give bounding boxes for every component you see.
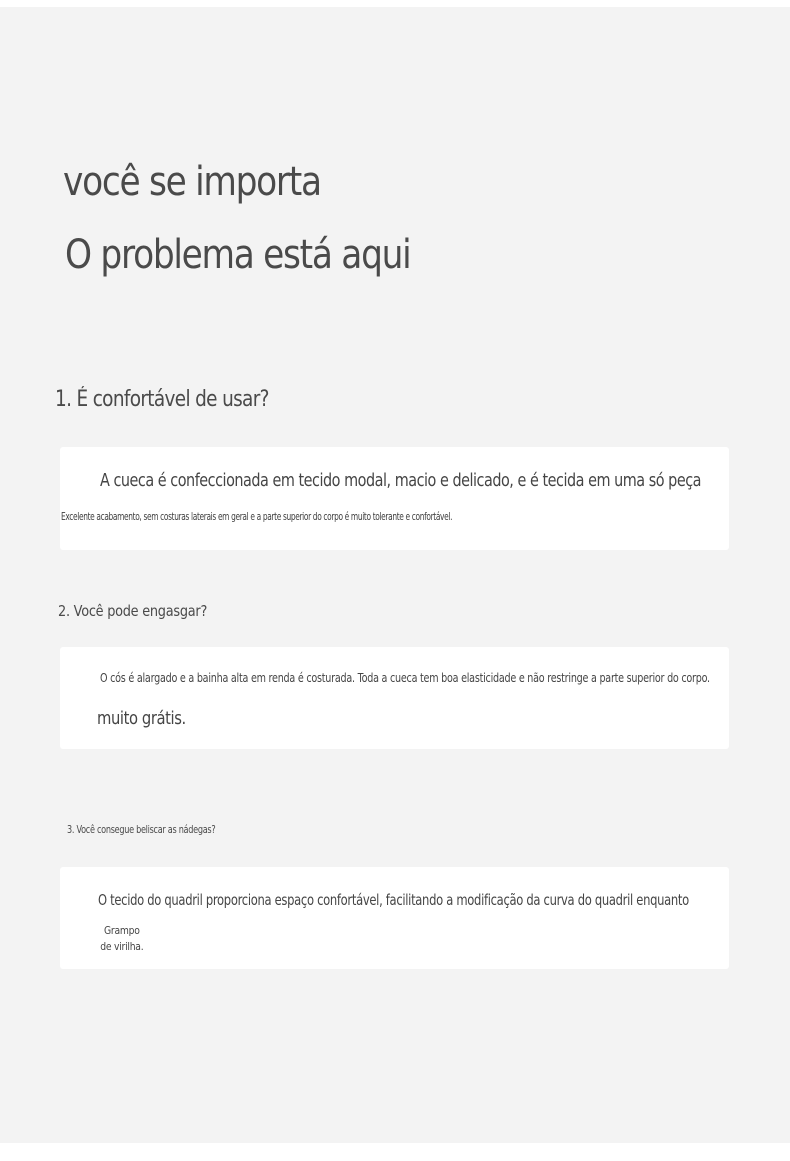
answer-1-detail: Excelente acabamento, sem costuras laterais em geral e a parte superior do corpo é muito tolerante e confortável. — [61, 511, 453, 523]
answer-2-text: O cós é alargado e a bainha alta em renda é costurada. Toda a cueca tem boa elasticidade e não restringe a parte superior do corpo. — [100, 671, 710, 685]
headline-line-1: você se importa — [63, 159, 321, 205]
question-3-heading: 3. Você consegue beliscar as nádegas? — [67, 823, 216, 836]
answer-2-detail: muito grátis. — [97, 708, 186, 729]
answer-3-text: O tecido do quadril proporciona espaço confortável, facilitando a modificação da curva do quadril enquanto — [98, 891, 689, 909]
question-1-heading: 1. É confortável de usar? — [55, 387, 269, 412]
content-panel — [0, 7, 790, 1143]
answer-1-text: A cueca é confeccionada em tecido modal, macio e delicado, e é tecida em uma só peça — [100, 470, 701, 491]
answer-card-1 — [60, 447, 729, 550]
question-2-heading: 2. Você pode engasgar? — [58, 602, 208, 620]
answer-card-2 — [60, 647, 729, 749]
answer-card-3 — [60, 867, 729, 969]
headline-line-2: O problema está aqui — [65, 232, 411, 278]
answer-3-detail: Grampo de virilha. — [100, 924, 144, 953]
